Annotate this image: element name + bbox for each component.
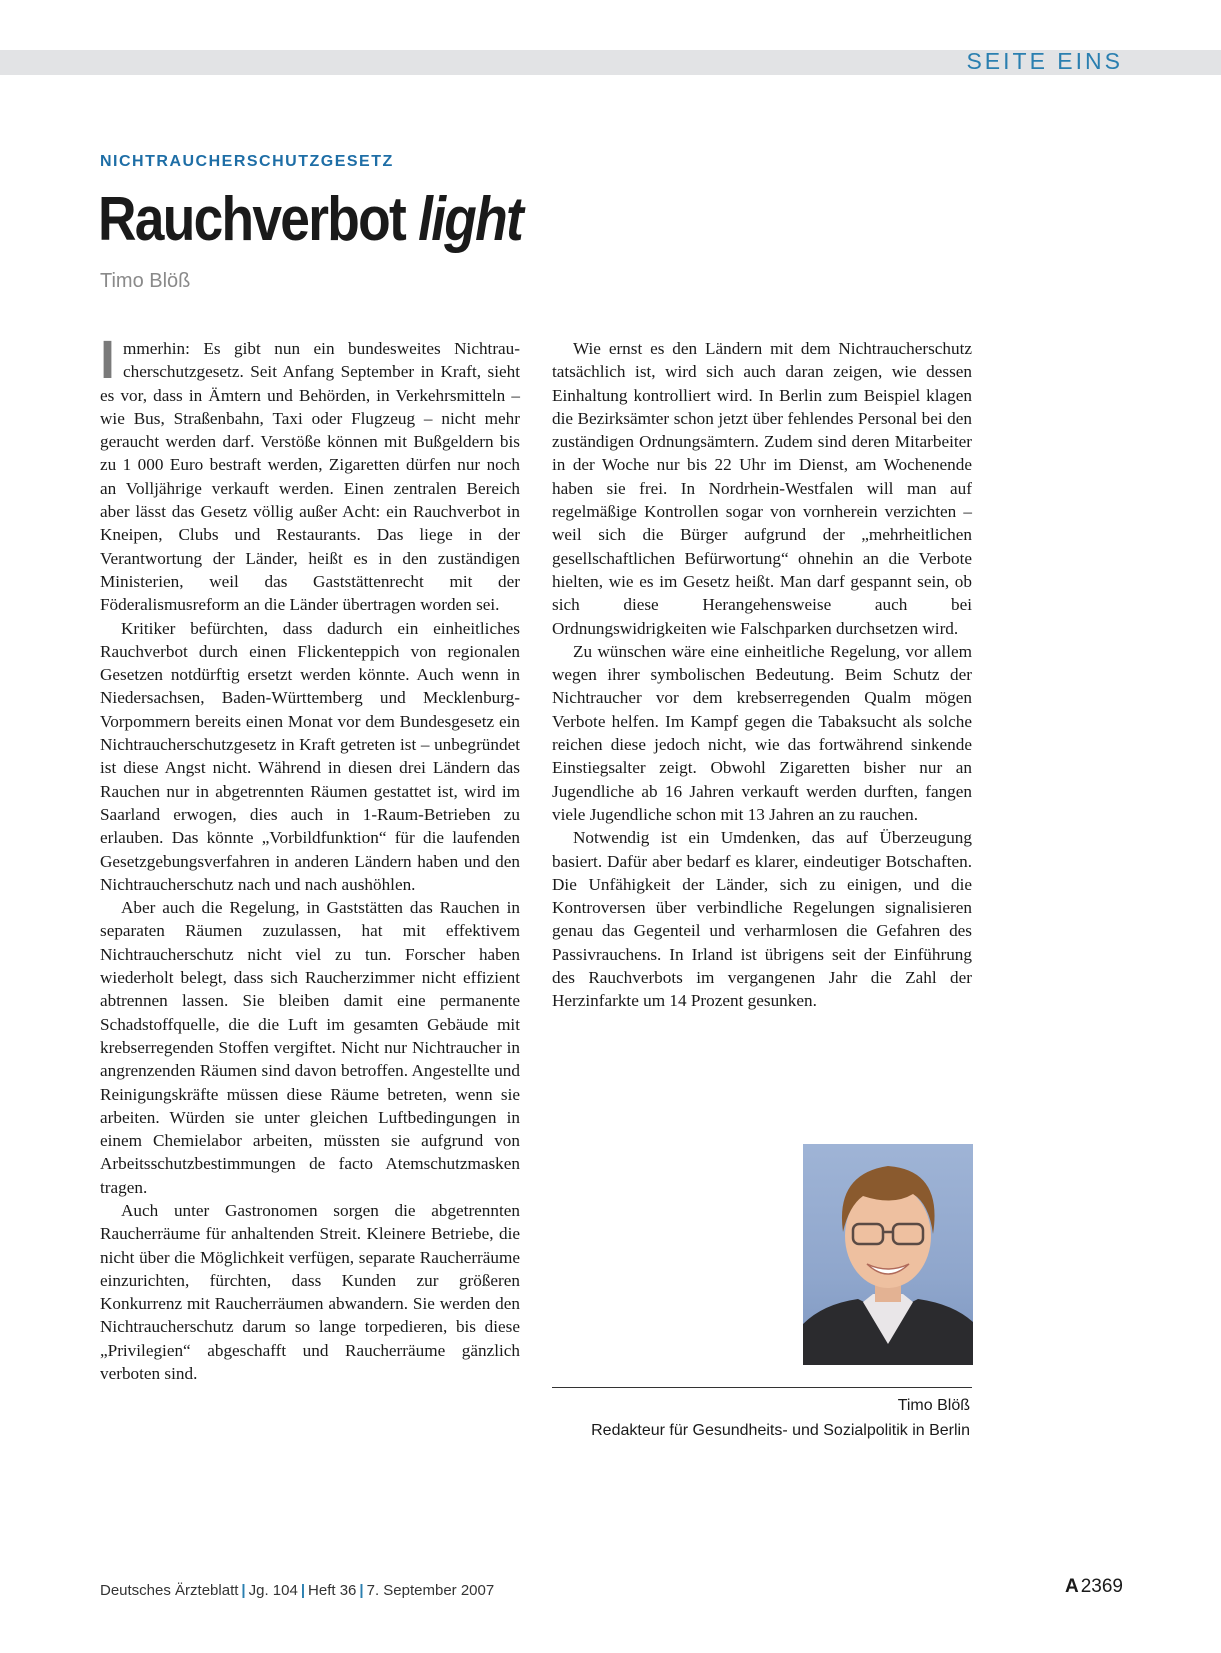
article-paragraph: Auch unter Gastronomen sorgen die abgetrennten Raucherräume für anhaltenden Streit. Kleinere Betriebe, die nicht über die Möglichkeit verfügen, separate Raucherräume einzurichten, fürchten, dass Kunden zur größeren Konkurrenz mit Raucherräumen abwandern. Sie werden den Nichtraucherschutz darum so lange torpedieren, bis diese „Privilegien“ abgeschafft und Raucherräume gänzlich verboten sind. — [100, 1200, 520, 1384]
page-prefix: A — [1064, 1576, 1079, 1597]
author-photo — [803, 1144, 973, 1365]
author-role: Redakteur für Gesundheits- und Sozialpolitik in Berlin — [591, 1422, 970, 1439]
article-column-left — [100, 330, 520, 1385]
article-paragraph: Aber auch die Regelung, in Gaststätten das Rauchen in separaten Räumen zuzulassen, hat mit effektivem Nichtraucherschutz nicht viel zu tun. Forscher haben wiederholt belegt, dass sich Raucherzimmer nicht effizient abtrennen lassen. Sie bleiben damit eine permanente Schadstoffquelle, die die Luft im gesamten Gebäude mit krebserregenden Stoffen vergiftet. Nicht nur Nichtraucher in angrenzenden Räumen sind davon betroffen. Angestellte und Reinigungskräfte müssen diese Räume betreten, wenn sie arbeiten. Würden sie unter gleichen Luftbedingungen in einem Chemielabor arbeiten, müssten sie aufgrund von Arbeitsschutzbestimmungen de facto Atemschutzmasken tragen. — [100, 898, 520, 1197]
footer-citation: Deutsches Ärzteblatt | Jg. 104 | Heft 36 | 7. September 2007 — [100, 1582, 495, 1599]
paragraph-text: mmerhin: Es gibt nun ein bundesweites Nichtraucherschutzgesetz. Seit Anfang September in Kraft, sieht es vor, dass in Ämtern und Behörden, in Verkehrsmitteln – wie Bus, Straßenbahn, Taxi oder Flugzeug – nicht mehr geraucht werden darf. Verstöße können mit Bußgeldern bis zu 1 000 Euro bestraft werden, Zigaretten dürfen nur noch an Volljährige verkauft werden. Einen zentralen Bereich aber lässt das Gesetz völlig außer Acht: ein Rauchverbot in Kneipen, Clubs und Restaurants. Das liege in der Verantwortung der Länder, heißt es in den zuständigen Ministerien, weil das Gaststättenrecht mit der Föderalismusreform an die Länder übertragen worden sei. — [100, 339, 520, 615]
article-kicker: NICHTRAUCHERSCHUTZGESETZ — [100, 153, 394, 170]
article-paragraph: Wie ernst es den Ländern mit dem Nichtraucherschutz tatsächlich ist, wird sich auch daran zeigen, wie dessen Einhaltung kontrolliert wird. In Berlin zum Beispiel klagen die Bezirksämter schon jetzt über fehlendes Personal bei den zuständigen Ordnungsämtern. Zudem sind deren Mitarbeiter in der Woche nur bis 22 Uhr im Dienst, am Wochenende haben sie frei. In Nordrhein-Westfalen will man auf regelmäßige Kontrollen sogar von vornherein verzichten – weil sich die Bürger aufgrund der „mehrheitlichen gesellschaftlichen Befürwortung“ ohnehin an die Verbote hielten, wie es im Gesetz heißt. Man darf gespannt sein, ob sich diese Herangehensweise auch bei Ordnungswidrigkeiten wie Falschparken durchsetzen wird. — [552, 339, 972, 638]
drop-cap: I — [100, 330, 116, 390]
article-column-right — [552, 337, 972, 1013]
portrait-illustration — [803, 1144, 973, 1365]
article-paragraph: Zu wünschen wäre eine einheitliche Regelung, vor allem wegen ihrer symbolischen Bedeutung. Beim Schutz der Nichtraucher vor dem krebserregenden Qualm mögen Verbote helfen. Im Kampf gegen die Tabaksucht als solche reichen diese jedoch nicht, wie das fortwährend sinkende Einstiegsalter zeigt. Obwohl Zigaretten bisher nur an Jugendliche ab 16 Jahren verkauft werden durften, fangen viele Jugendliche schon mit 13 Jahren an zu rauchen. — [552, 641, 972, 824]
caption-divider — [552, 1387, 972, 1388]
article-author: Timo Blöß — [100, 270, 191, 292]
section-label: SEITE EINS — [966, 48, 1123, 74]
article-paragraph — [100, 330, 520, 617]
page-number — [1065, 1576, 1123, 1598]
article-paragraph: Kritiker befürchten, dass dadurch ein einheitliches Rauchverbot durch einen Flickenteppich von regionalen Gesetzen notdürftig ersetzt werden könnte. Auch wenn in Niedersachsen, Baden-Württemberg und Mecklenburg-Vorpommern bereits einen Monat vor dem Bundesgesetz ein Nichtraucherschutzgesetz in Kraft getreten ist – unbegründet ist diese Angst nicht. Während in diesen drei Ländern das Rauchen nur in abgetrennten Räumen gestattet ist, wird im Saarland erwogen, dies auch in 1-Raum-Betrieben zu erlauben. Das könnte „Vorbildfunktion“ für die laufenden Gesetzgebungsverfahren in anderen Ländern haben und den Nichtraucherschutz nach und nach aushöhlen. — [100, 618, 520, 894]
article-title — [98, 184, 522, 256]
article-paragraph: Notwendig ist ein Umdenken, das auf Überzeugung basiert. Dafür aber bedarf es klarer, eindeutiger Botschaften. Die Unfähigkeit der Länder, sich zu einigen, und die Kontroversen über verbindliche Regelungen signalisieren genau das Gegenteil und verharmlosen die Gefahren des Passivrauchens. In Irland ist übrigens seit der Einführung des Rauchverbots im vergangenen Jahr die Zahl der Herzinfarkte um 14 Prozent gesunken. — [552, 828, 972, 1011]
journal-name: Deutsches Ärzteblatt — [100, 1582, 239, 1599]
author-name: Timo Blöß — [897, 1397, 970, 1414]
page-number-value: 2369 — [1080, 1576, 1123, 1597]
author-caption — [591, 1393, 970, 1443]
title-main: Rauchverbot — [98, 185, 405, 254]
journal-issue: Heft 36 — [308, 1582, 357, 1599]
journal-volume: Jg. 104 — [248, 1582, 298, 1599]
journal-date: 7. September 2007 — [366, 1582, 495, 1599]
title-italic: light — [418, 185, 523, 254]
